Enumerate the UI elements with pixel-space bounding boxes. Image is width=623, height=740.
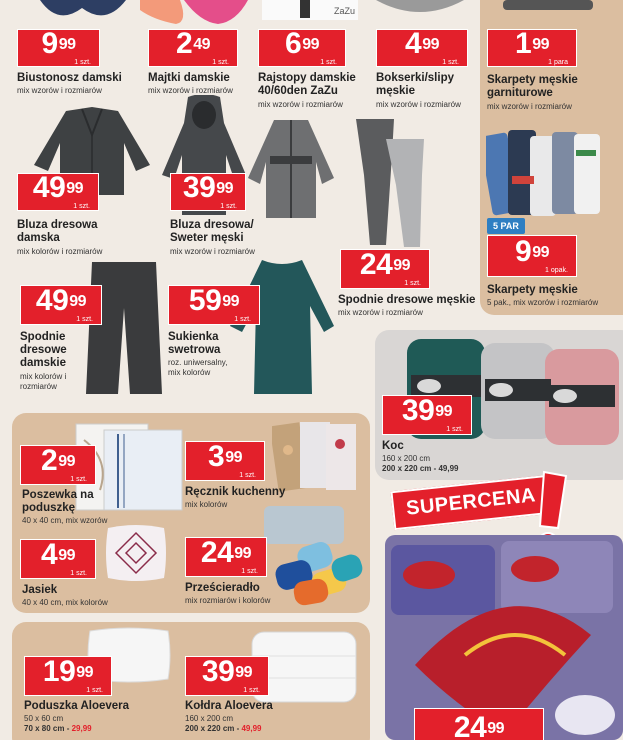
socks-pack-image: [486, 120, 606, 225]
price-tag-recznik: $3^{99}$ 1 szt.: [185, 441, 265, 481]
tights-image: [262, 0, 362, 22]
price-tag-spodnie-meskie: $24^{99}$ 1 szt.: [340, 249, 430, 289]
price-tag-jasiek: $4^{99}$ 1 szt.: [20, 539, 96, 579]
men-pants-image: [350, 115, 430, 250]
product-desc-biustonosz: mix wzorów i rozmiarów: [17, 86, 102, 95]
price-tag-rajstopy: $6^{99}$ 1 szt.: [258, 29, 346, 67]
product-desc-spodnie-damskie: mix kolorów i rozmiarów: [20, 372, 67, 391]
bedsheets-image: [258, 500, 370, 610]
pillow-jasiek-image: [104, 522, 168, 584]
product-desc-poduszka-2: 70 x 80 cm - 29,99: [24, 724, 92, 733]
product-desc-koc-2: 200 x 220 cm - 49,99: [382, 464, 459, 473]
price-tag-majtki: $2^{49}$ 1 szt.: [148, 29, 238, 67]
price-tag-skarpety: $9^{99}$ 1 opak.: [487, 235, 577, 277]
dress-socks-image: [495, 0, 605, 12]
product-desc-koldra-2: 200 x 220 cm - 49,99: [185, 724, 262, 733]
product-name-koldra: Kołdra Aloevera: [185, 700, 273, 712]
product-desc-rajstopy: mix wzorów i rozmiarów: [258, 100, 343, 109]
product-name-sukienka: Sukienka swetrowa: [168, 331, 221, 356]
price-tag-koldra: $39^{99}$ 1 szt.: [185, 656, 269, 696]
product-name-przescieradlo: Prześcieradło: [185, 582, 260, 594]
price-tag-koc: $39^{99}$ 1 szt.: [382, 395, 472, 435]
price-tag-przescieradlo: $24^{99}$ 1 szt.: [185, 537, 267, 577]
product-name-bokserki: Bokserki/slipy męskie: [376, 72, 454, 97]
product-desc-bokserki: mix wzorów i rozmiarów: [376, 100, 461, 109]
price-tag-biustonosz: $9^{99}$ 1 szt.: [17, 29, 100, 67]
product-desc-jasiek: 40 x 40 cm, mix kolorów: [22, 598, 108, 607]
product-name-bluza-meska: Bluza dresowa/ Sweter męski: [170, 219, 254, 244]
product-desc-bluza-meska: mix wzorów i rozmiarów: [170, 247, 255, 256]
product-desc-skarpety: 5 pak., mix wzorów i rozmiarów: [487, 298, 599, 307]
bra-image: [38, 0, 128, 22]
product-name-spodnie-meskie: Spodnie dresowe męskie: [338, 294, 476, 306]
price-tag-bluza-damska: $49^{99}$ 1 szt.: [17, 173, 99, 211]
product-name-skarpety: Skarpety męskie: [487, 284, 578, 296]
product-name-bluza-damska: Bluza dresowa damska: [17, 219, 98, 244]
price-tag-supercena: $24^{99}$: [414, 708, 544, 740]
product-name-poduszka: Poduszka Aloevera: [24, 700, 130, 712]
kitchen-towels-image: [272, 420, 360, 496]
product-desc-koldra-1: 160 x 200 cm: [185, 714, 234, 723]
product-name-biustonosz: Biustonosz damski: [17, 72, 122, 84]
product-name-skarpety-garn: Skarpety męskie garniturowe: [487, 74, 578, 99]
price-tag-skarpety-garn: $1^{99}$ 1 para: [487, 29, 577, 67]
product-desc-recznik: mix kolorów: [185, 500, 228, 509]
men-sweater-image: [246, 118, 336, 222]
price-tag-poduszka: $19^{99}$ 1 szt.: [24, 656, 112, 696]
product-name-poszewka: Poszewka na poduszkę: [22, 489, 94, 514]
five-pairs-badge: 5 PAR: [487, 218, 525, 234]
price-tag-bokserki: $4^{99}$ 1 szt.: [376, 29, 468, 67]
product-desc-spodnie-meskie: mix wzorów i rozmiarów: [338, 308, 423, 317]
price-tag-spodnie-damskie: $49^{99}$ 1 szt.: [20, 285, 102, 325]
price-tag-poszewka: $2^{99}$ 1 szt.: [20, 445, 96, 485]
sweater-dress-image: [226, 256, 338, 398]
product-name-rajstopy: Rajstopy damskie 40/60den ZaZu: [258, 72, 356, 97]
product-name-majtki: Majtki damskie: [148, 72, 230, 84]
women-pants-image: [84, 258, 164, 398]
supercena-banner: SUPERCENA: [390, 475, 551, 530]
price-tag-sukienka: $59^{99}$ 1 szt.: [168, 285, 260, 325]
price-tag-bluza-meska: $39^{99}$ 1 szt.: [170, 173, 246, 211]
product-desc-koc-1: 160 x 200 cm: [382, 454, 431, 463]
product-name-recznik: Ręcznik kuchenny: [185, 486, 286, 498]
svg-text:ZaZu: ZaZu: [334, 6, 356, 16]
product-desc-poszewka: 40 x 40 cm, mix wzorów: [22, 516, 108, 525]
product-desc-sukienka: roz. uniwersalny, mix kolorów: [168, 358, 228, 377]
product-desc-poduszka-1: 50 x 60 cm: [24, 714, 64, 723]
product-desc-bluza-damska: mix kolorów i rozmiarów: [17, 247, 103, 256]
product-desc-skarpety-garn: mix wzorów i rozmiarów: [487, 102, 572, 111]
product-name-jasiek: Jasiek: [22, 584, 58, 596]
product-desc-majtki: mix wzorów i rozmiarów: [148, 86, 233, 95]
product-name-spodnie-damskie: Spodnie dresowe damskie: [20, 331, 67, 369]
product-name-koc: Koc: [382, 440, 404, 452]
boxers-image: [370, 0, 470, 22]
product-desc-przescieradlo: mix rozmiarów i kolorów: [185, 596, 271, 605]
panties-image: [140, 0, 250, 26]
